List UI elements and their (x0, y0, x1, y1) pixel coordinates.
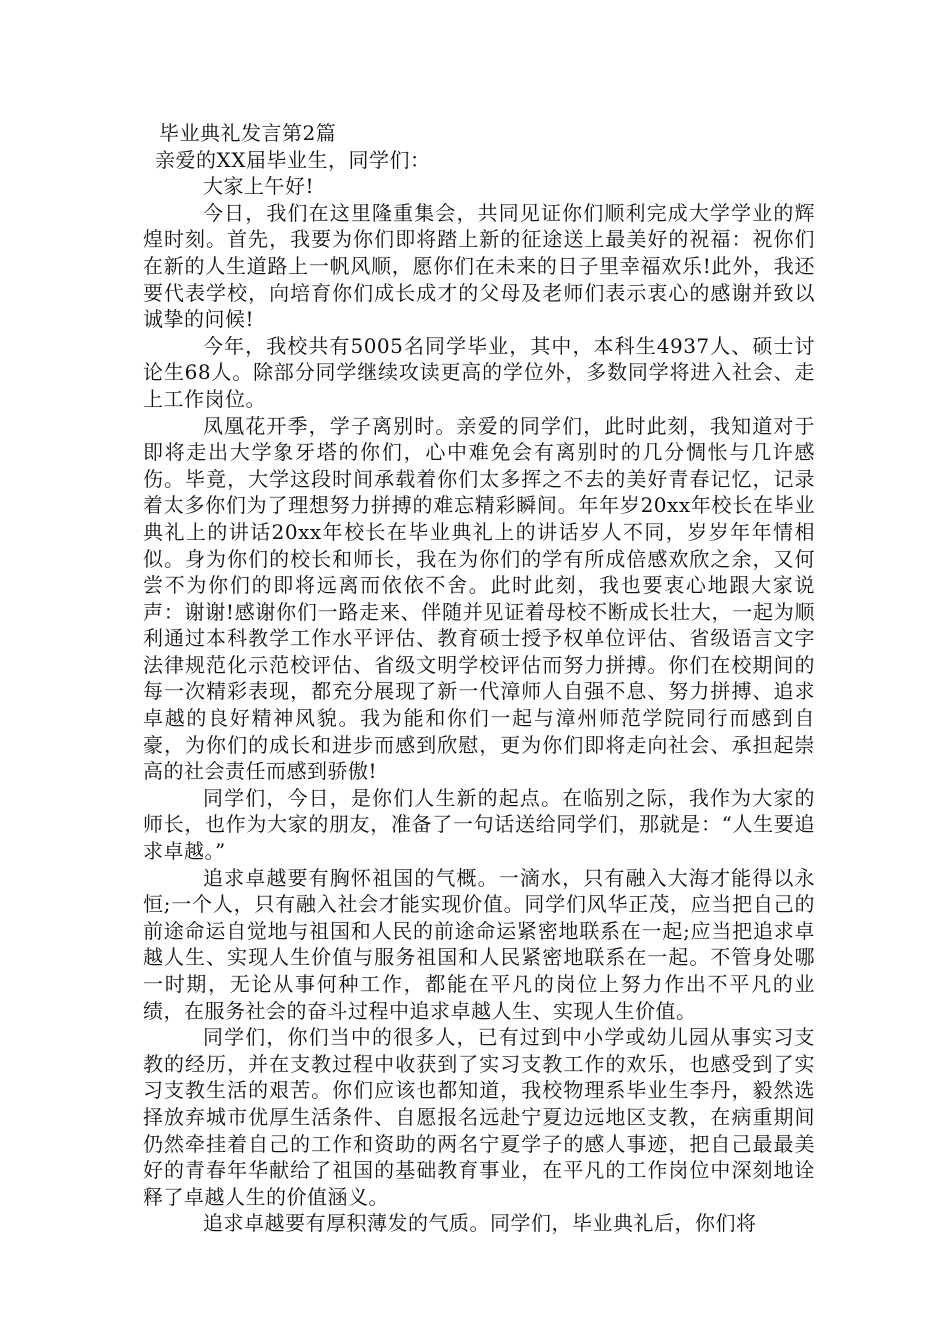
paragraph-accumulation: 追求卓越要有厚积薄发的气质。同学们，毕业典礼后，你们将 (203, 1211, 757, 1236)
paragraph-graduates: 今年，我校共有5005名同学毕业，其中，本科生4937人、硕士讨论生68人。除部分同学继续攻读更高的学位外，多数同学将进入社会、走上工作岗位。 (143, 333, 815, 411)
greeting: 大家上午好! (203, 174, 315, 199)
document-title: 毕业典礼发言第2篇 (159, 121, 337, 145)
paragraph-teaching-practice: 同学们，你们当中的很多人，已有过到中小学或幼儿园从事实习支教的经历，并在支教过程中收获到了实习支教工作的欢乐，也感受到了实习支教生活的艰苦。你们应该也都知道，我校物理系毕业生李丹，毅然选择放弃城市优厚生活条件、自愿报名远赴宁夏边远地区支教，在病重期间仍然牵挂着自己的工作和资助的两名宁夏学子的感人事迹，把自己最最美好的青春年华献给了祖国的基础教育事业，在平凡的工作岗位中深刻地诠释了卓越人生的价值涵义。 (143, 1025, 815, 1209)
paragraph-motherland: 追求卓越要有胸怀祖国的气概。一滴水，只有融入大海才能得以永恒;一个人，只有融入社会才能实现价值。同学们风华正茂，应当把自己的前途命运自觉地与祖国和人民的前途命运紧密地联系在一起;应当把追求卓越人生、实现人生价值与服务祖国和人民紧密地联系在一起。不管身处哪一时期，无论从事何种工作，都能在平凡的岗位上努力作出不平凡的业绩，在服务社会的奋斗过程中追求卓越人生、实现人生价值。 (143, 865, 815, 1023)
paragraph-opening: 今日，我们在这里隆重集会，共同见证你们顺利完成大学学业的辉煌时刻。首先，我要为你们即将踏上新的征途送上最美好的祝福：祝你们在新的人生道路上一帆风顺，愿你们在未来的日子里幸福欢乐!此外，我还要代表学校，向培育你们成长成才的父母及老师们表示衷心的感谢并致以诚挚的问候! (143, 200, 815, 332)
paragraph-farewell: 凤凰花开季，学子离别时。亲爱的同学们，此时此刻，我知道对于即将走出大学象牙塔的你们，心中难免会有离别时的几分惆怅与几许感伤。毕竟，大学这段时间承载着你们太多挥之不去的美好青春记忆，记录着太多你们为了理想努力拼搏的难忘精彩瞬间。年年岁20xx年校长在毕业典礼上的讲话20xx年校长在毕业典礼上的讲话岁人不同，岁岁年年情相似。身为你们的校长和师长，我在为你们的学有所成倍感欢欣之余，又何尝不为你们的即将远离而依依不舍。此时此刻，我也要衷心地跟大家说声：谢谢!感谢你们一路走来、伴随并见证着母校不断成长壮大，一起为顺利通过本科教学工作水平评估、教育硕士授予权单位评估、省级语言文字法律规范化示范校评估、省级文明学校评估而努力拼搏。你们在校期间的每一次精彩表现，都充分展现了新一代漳师人自强不息、努力拼搏、追求卓越的良好精神风貌。我为能和你们一起与漳州师范学院同行而感到自豪，为你们的成长和进步而感到欣慰，更为你们即将走向社会、承担起崇高的社会责任而感到骄傲! (143, 413, 815, 784)
salutation: 亲爱的XX届毕业生，同学们： (155, 147, 431, 172)
document-page (143, 120, 815, 1237)
paragraph-new-start: 同学们，今日，是你们人生新的起点。在临别之际，我作为大家的师长，也作为大家的朋友，准备了一句话送给同学们，那就是：“人生要追求卓越。” (143, 785, 815, 864)
